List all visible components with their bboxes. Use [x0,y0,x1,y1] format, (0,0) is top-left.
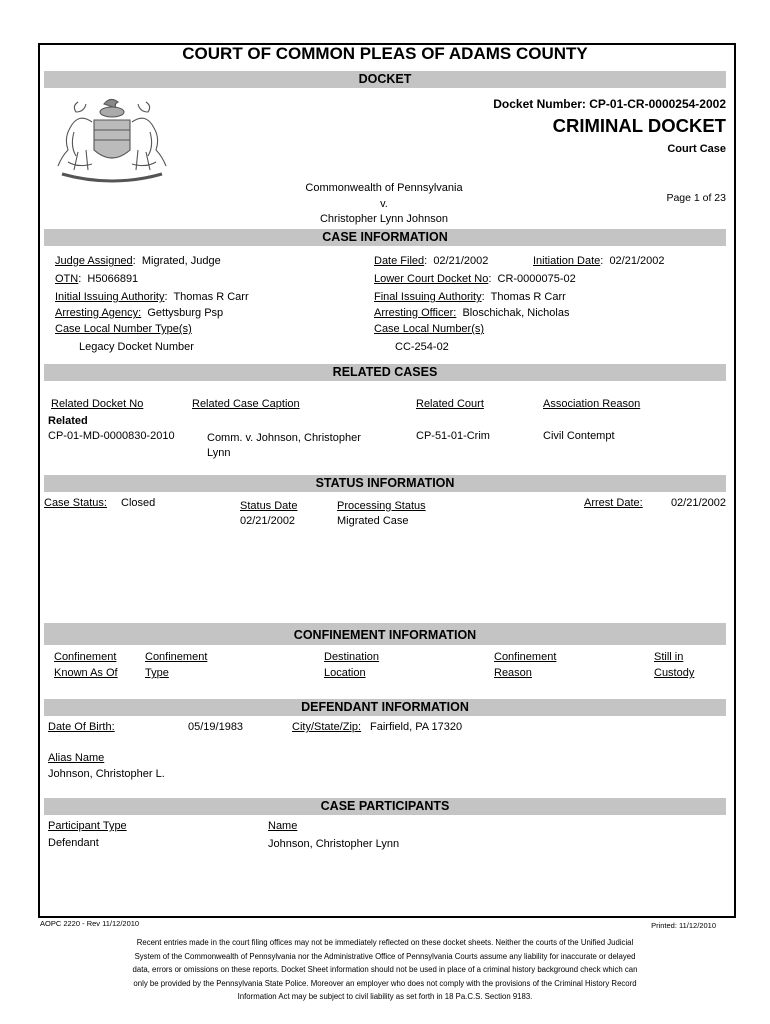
confinement-reason-line-1: Confinement [494,651,557,663]
docket-band: DOCKET [44,71,726,88]
participant-type-label: Participant Type [48,820,127,832]
date-filed: Date Filed: 02/21/2002 [374,255,489,267]
caption-line-2: v. [380,198,388,210]
judge-assigned: Judge Assigned: Migrated, Judge [55,255,221,267]
confinement-reason-line-2: Reason [494,667,532,679]
page-info: Page 1 of 23 [666,192,726,204]
arresting-agency-value: Gettysburg Psp [147,307,224,319]
related-caption-line-2: Lynn [207,447,231,459]
association-reason-header: Association Reason [543,398,641,410]
local-number-value: CC-254-02 [395,341,449,353]
related-caption-header: Related Case Caption [192,398,300,410]
case-status-value: Closed [121,497,156,509]
otn-value: H5066891 [87,273,139,285]
case-status-label: Case Status: [44,497,107,509]
still-in-custody-line-2: Custody [654,667,695,679]
arresting-officer [374,307,569,319]
docket-type: CRIMINAL DOCKET [552,115,726,136]
arresting-agency-label: Arresting Agency: [55,307,142,319]
destination-line-1: Destination [324,651,380,663]
related-court-value: CP-51-01-Crim [416,430,490,442]
arrest-date-label: Arrest Date: [584,497,643,509]
related-court-header: Related Court [416,398,484,410]
processing-status-label: Processing Status [337,500,426,512]
initial-issuing-authority: Initial Issuing Authority: Thomas R Carr [55,291,249,303]
participant-name-value: Johnson, Christopher Lynn [268,838,400,850]
status-information-band: STATUS INFORMATION [44,475,726,492]
still-in-custody-line-1: Still in [654,651,684,663]
related-caption-line-1: Comm. v. Johnson, Christopher [207,432,361,444]
arrest-date-value: 02/21/2002 [670,497,726,509]
case-information-band: CASE INFORMATION [44,229,726,246]
caption-line-1: Commonwealth of Pennsylvania [305,182,463,194]
judge-label: Judge Assigned [55,255,133,267]
arresting-agency [55,307,223,319]
participant-type-value: Defendant [48,837,99,849]
disclaimer-line: Recent entries made in the court filing offices may not be immediately reflected on these docket sheets. Neither the courts of the Unified Judicial [136,938,634,947]
lower-court-docket: Lower Court Docket No: CR-0000075-02 [374,273,576,285]
case-participants-band: CASE PARTICIPANTS [44,798,726,815]
city-state-zip-label: City/State/Zip: [292,721,362,733]
confinement-known-line-1: Confinement [54,651,117,663]
city-state-zip-value: Fairfield, PA 17320 [370,721,463,733]
local-number-type-value: Legacy Docket Number [79,341,194,353]
disclaimer-line: only be provided by the Pennsylvania State Police. Moreover an employer who does not comply with the provisions of the Criminal History Record [133,978,637,988]
lower-court-label: Lower Court Docket No [374,273,489,285]
defendant-information-band: DEFENDANT INFORMATION [44,699,726,716]
confinement-type-line-2: Type [145,667,169,679]
disclaimer-line: data, errors or omissions on these reports. Docket Sheet information should not be used in place of a criminal history background check which can [132,965,638,974]
initiation-value: 02/21/2002 [609,255,665,267]
confinement-type-line-1: Confinement [145,651,208,663]
otn-label: OTN [55,273,79,285]
dob-value: 05/19/1983 [188,721,244,733]
related-docket-value: CP-01-MD-0000830-2010 [48,430,175,442]
date-filed-label: Date Filed [374,255,425,267]
docket-number: Docket Number: CP-01-CR-0000254-2002 [493,97,726,111]
initiation-date: Initiation Date: 02/21/2002 [533,255,665,267]
court-title: COURT OF COMMON PLEAS OF ADAMS COUNTY [182,44,588,63]
processing-status-value: Migrated Case [337,515,409,527]
initial-authority-value: Thomas R Carr [173,291,249,303]
judge-value: Migrated, Judge [141,255,221,267]
confinement-known-line-2: Known As Of [54,667,118,679]
participant-name-label: Name [268,820,298,832]
related-cases-band: RELATED CASES [44,364,726,381]
status-date-value: 02/21/2002 [240,515,296,527]
status-date-label: Status Date [240,500,298,512]
dob-label: Date Of Birth: [48,721,115,733]
alias-name-value: Johnson, Christopher L. [48,768,165,780]
case-type: Court Case [667,143,726,155]
final-authority-label: Final Issuing Authority [374,291,482,303]
printed-date: Printed: 11/12/2010 [651,921,716,930]
disclaimer-line: Information Act may be subject to civil liability as set forth in 18 Pa.C.S. Section 9183. [237,992,533,1001]
arresting-officer-value: Bloschichak, Nicholas [462,307,570,319]
date-filed-value: 02/21/2002 [433,255,489,267]
local-number-type-label: Case Local Number Type(s) [55,323,192,335]
final-authority-value: Thomas R Carr [490,291,566,303]
confinement-information-band: CONFINEMENT INFORMATION [44,623,726,645]
initial-authority-label: Initial Issuing Authority [55,291,165,303]
alias-name-label: Alias Name [48,752,105,764]
pennsylvania-seal-icon [48,92,176,184]
local-number-label: Case Local Number(s) [374,323,485,335]
caption-line-3: Christopher Lynn Johnson [319,213,448,225]
disclaimer [0,936,770,1004]
disclaimer-line: System of the Commonwealth of Pennsylvania nor the Administrative Office of Pennsylvania Courts assume any liability for inaccurate or delayed [134,951,636,961]
arresting-officer-label: Arresting Officer: [374,307,457,319]
otn: OTN: H5066891 [55,273,139,285]
association-reason-value: Civil Contempt [543,430,615,442]
final-issuing-authority: Final Issuing Authority: Thomas R Carr [374,291,566,303]
destination-line-2: Location [324,667,366,679]
lower-court-value: CR-0000075-02 [497,273,576,285]
related-docket-header: Related Docket No [51,398,144,410]
related-group-label: Related [48,415,88,427]
initiation-label: Initiation Date [533,255,601,267]
form-id: AOPC 2220 - Rev 11/12/2010 [40,919,140,928]
